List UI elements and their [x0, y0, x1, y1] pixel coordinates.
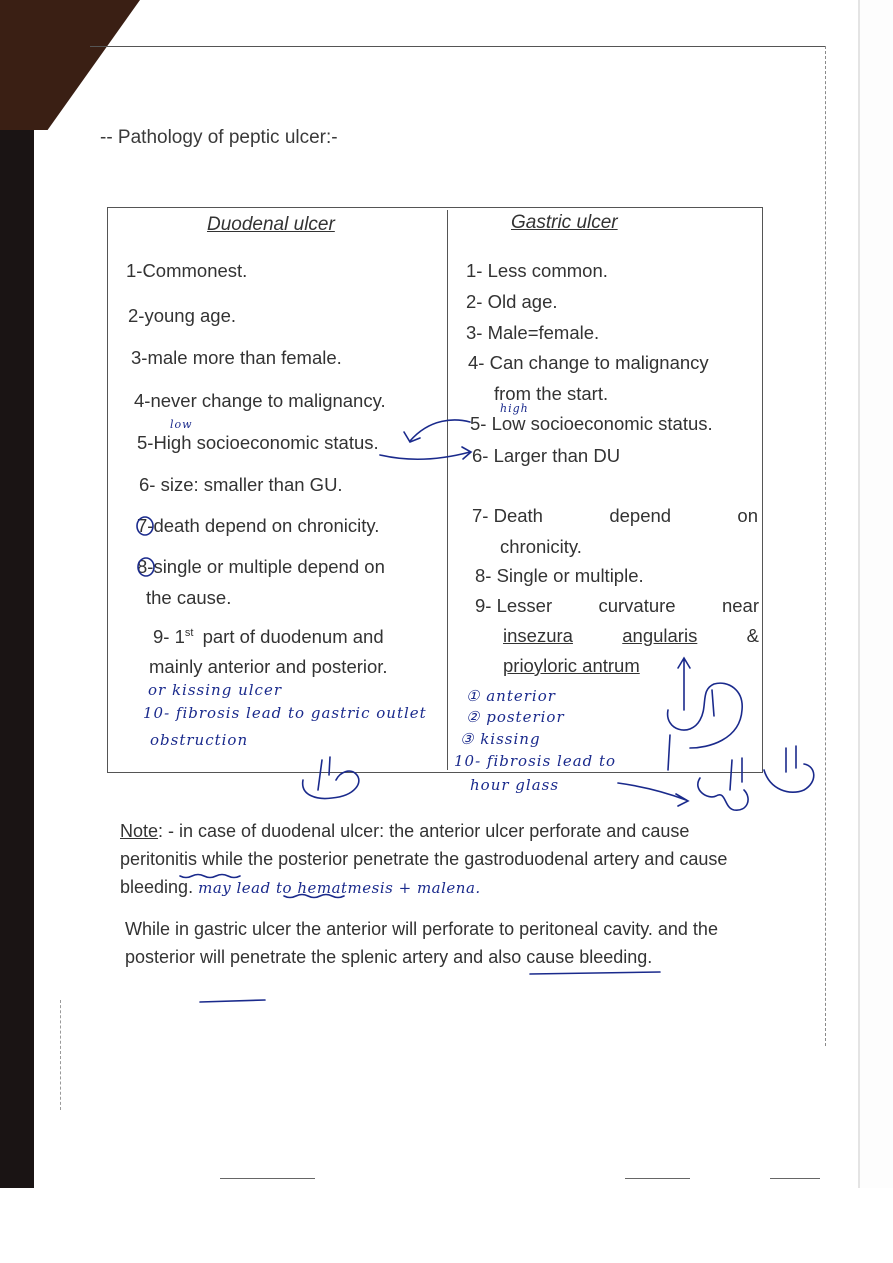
- table-column-divider: [447, 210, 448, 770]
- note-label: Note: [120, 821, 159, 841]
- gu-item-8: 8- Single or multiple.: [475, 565, 644, 586]
- du-item-8: 8-single or multiple depend on: [137, 556, 385, 577]
- gu-item-2: 2- Old age.: [466, 291, 558, 312]
- scan-bottom-margin: [0, 1188, 893, 1263]
- du-item-5: 5-High socioeconomic status.: [137, 432, 379, 453]
- gu-item-5: 5- Low socioeconomic status.: [470, 413, 713, 434]
- gu-item-3: 3- Male=female.: [466, 322, 600, 343]
- handwritten-note-extra: may lead to hematmesis + malena.: [198, 879, 481, 897]
- page-frame-bottom: [625, 1178, 690, 1179]
- handwritten-du-fibrosis: 10- fibrosis lead to gastric outlet: [143, 704, 427, 722]
- handwritten-du-kissing: or kissing ulcer: [148, 681, 282, 699]
- handwritten-high-mark: high: [500, 402, 529, 415]
- page-frame-left: [60, 1000, 61, 1110]
- du-item-1: 1-Commonest.: [126, 260, 248, 281]
- du-item-8-cont: the cause.: [146, 587, 232, 608]
- page-frame-bottom: [220, 1178, 315, 1179]
- scan-left-edge: [0, 0, 34, 1190]
- page-frame-top: [90, 46, 825, 47]
- handwritten-low-mark: low: [170, 418, 193, 431]
- gastric-header: Gastric ulcer: [511, 212, 618, 233]
- gu-item-9-cont: insezura angularis &: [503, 625, 759, 646]
- gu-item-9: 9- Lesser curvature near: [475, 595, 759, 616]
- du-item-9-cont: mainly anterior and posterior.: [149, 656, 388, 677]
- du-item-3: 3-male more than female.: [131, 347, 342, 368]
- gu-item-4: 4- Can change to malignancy: [468, 352, 709, 373]
- page-frame-bottom: [770, 1178, 820, 1179]
- du-item-6: 6- size: smaller than GU.: [139, 474, 343, 495]
- page-heading: -- Pathology of peptic ulcer:-: [100, 127, 338, 148]
- gu-item-4-cont: from the start.: [494, 383, 609, 404]
- handwritten-gu-posterior: ② posterior: [466, 708, 565, 726]
- du-item-4: 4-never change to malignancy.: [134, 390, 386, 411]
- handwritten-gu-anterior: ① anterior: [466, 687, 556, 705]
- du-item-2: 2-young age.: [128, 305, 237, 326]
- handwritten-gu-fibrosis: 10- fibrosis lead to: [454, 752, 617, 770]
- gu-item-6: 6- Larger than DU: [472, 445, 621, 466]
- handwritten-gu-kissing: ③ kissing: [460, 730, 541, 748]
- gu-item-1: 1- Less common.: [466, 260, 608, 281]
- duodenal-header: Duodenal ulcer: [207, 214, 335, 235]
- gu-item-9-antrum: prioyloric antrum: [503, 655, 640, 676]
- gu-item-7: 7- Death depend on: [472, 505, 758, 526]
- note-paragraph-2: While in gastric ulcer the anterior will perforate to peritoneal cavity. and the posterior will penetrate the splenic artery and also cause bleeding.: [125, 919, 718, 967]
- handwritten-du-obstruction: obstruction: [150, 731, 249, 749]
- page-frame-right: [825, 46, 826, 1046]
- gu-item-7-cont: chronicity.: [500, 536, 582, 557]
- du-item-9: 9- 1st part of duodenum and: [153, 626, 384, 647]
- note-paragraph-1: Note: - in case of duodenal ulcer: the anterior ulcer perforate and cause peritonitis while the posterior penetrate the gastroduodenal artery and cause bleeding. may lead to hematmesis + malena.: [120, 821, 728, 897]
- du-item-7: 7-death depend on chronicity.: [137, 515, 380, 536]
- handwritten-gu-hourglass: hour glass: [470, 776, 560, 794]
